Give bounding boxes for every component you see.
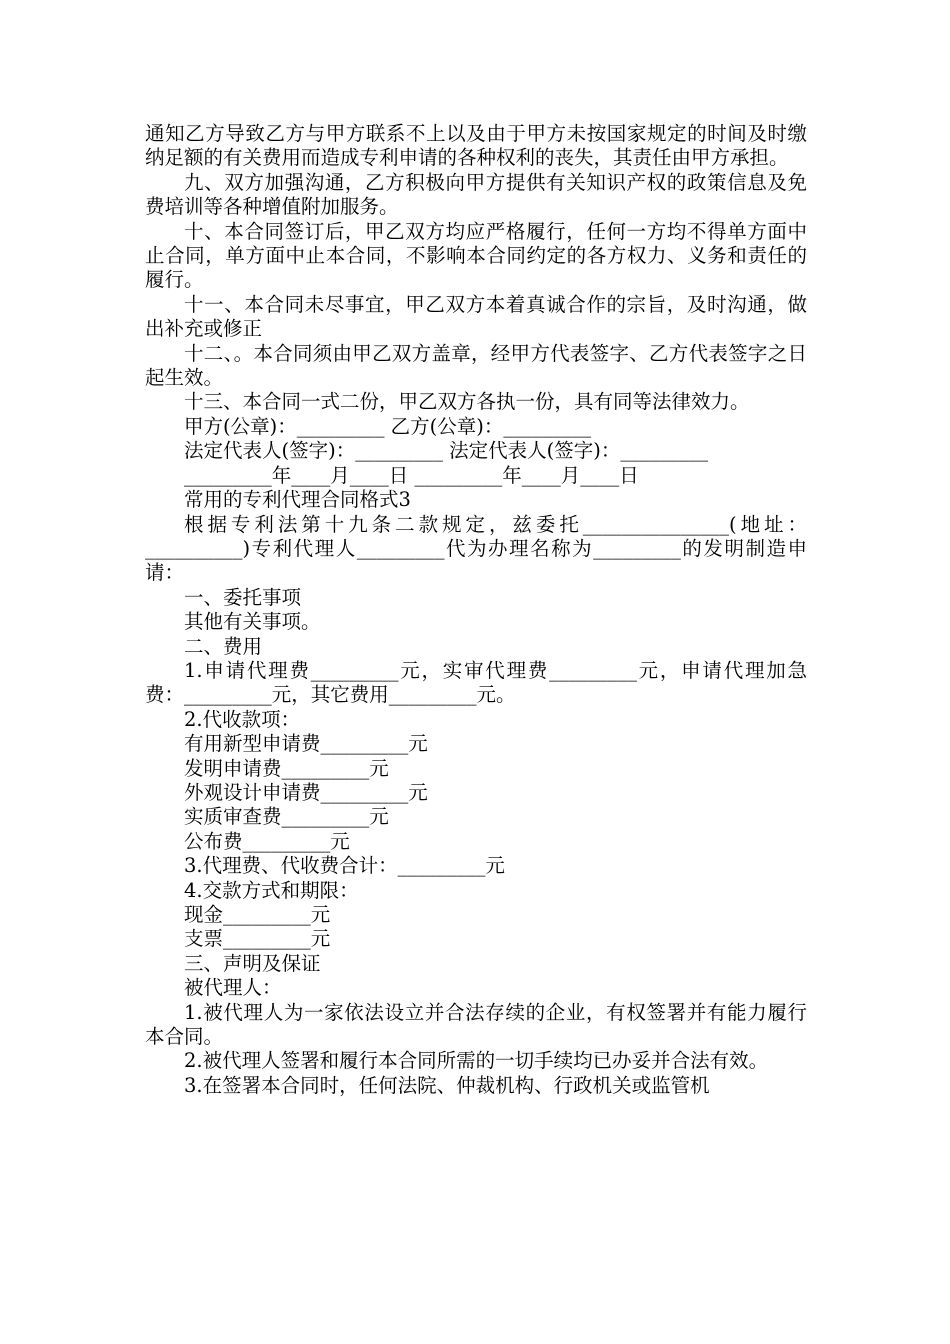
paragraph: 九、双方加强沟通，乙方积极向甲方提供有关知识产权的政策信息及免费培训等各种增值附加服务。 [145,170,807,219]
paragraph: 被代理人： [184,976,282,1000]
paragraph: 十、本合同签订后，甲乙双方均应严格履行，任何一方均不得单方面中止合同，单方面中止本合同，不影响本合同约定的各方权力、义务和责任的履行。 [145,219,807,292]
payment-item: 支票_________元 [184,927,331,951]
heading-item: 二、费用 [184,634,263,658]
paragraph: 十三、本合同一式二份，甲乙双方各执一份，具有同等法律效力。 [184,390,750,414]
payment-item: 现金_________元 [184,903,331,926]
paragraph: 十二、。本合同须由甲乙双方盖章，经甲方代表签字、乙方代表签字之日起生效。 [145,341,807,390]
document-page [145,122,807,1098]
paragraph: 2.被代理人签署和履行本合同所需的一切手续均已办妥并合法有效。 [184,1049,769,1073]
heading-item: 一、委托事项 [184,585,302,609]
paragraph: 通知乙方导致乙方与甲方联系不上以及由于甲方未按国家规定的时间及时缴纳足额的有关费用而造成专利申请的各种权利的丧失，其责任由甲方承担。 [145,122,807,170]
fee-item: 公布费_________元 [184,829,350,853]
paragraph: 1.申请代理费_________元，实审代理费_________元，申请代理加急费：_________元，其它费用_________元。 [145,658,807,707]
fee-item: 有用新型申请费_________元 [184,732,428,756]
paragraph: 4.交款方式和期限： [184,878,359,902]
paragraph: 根据专利法第十九条二款规定，兹委托_______________(地址：__________)专利代理人_________代为办理名称为_________的发明制造申请： [145,512,807,585]
signature-line-seal: 甲方(公章)：_________ 乙方(公章)：_________ [184,414,592,438]
heading-item: 三、声明及保证 [184,951,321,975]
paragraph: 1.被代理人为一家依法设立并合法存续的企业，有权签署并有能力履行本合同。 [145,1000,807,1049]
fee-item: 发明申请费_________元 [184,756,389,780]
signature-line-date: _________年____月____日 _________年____月____日 [184,463,639,487]
paragraph: 2.代收款项： [184,707,301,731]
fee-item: 实质审查费_________元 [184,805,389,829]
paragraph: 3.代理费、代收费合计：_________元 [184,854,505,878]
paragraph: 其他有关事项。 [184,610,321,634]
signature-line-representative: 法定代表人(签字)：_________ 法定代表人(签字)：_________ [184,439,709,463]
paragraph: 3.在签署本合同时，任何法院、仲裁机构、行政机关或监管机 [184,1073,710,1097]
section-title: 常用的专利代理合同格式3 [184,488,411,512]
fee-item: 外观设计申请费_________元 [184,780,428,804]
paragraph: 十一、本合同未尽事宜，甲乙双方本着真诚合作的宗旨，及时沟通，做出补充或修正 [145,292,807,341]
